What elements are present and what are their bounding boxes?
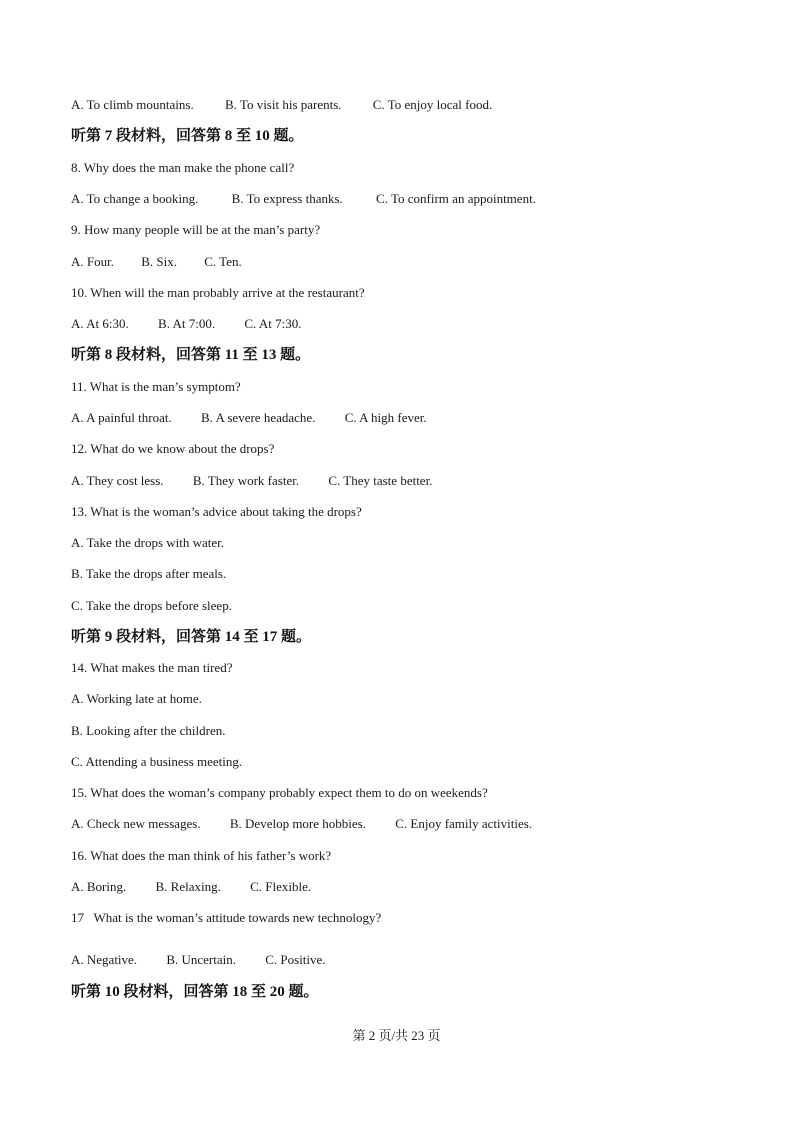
q9-options xyxy=(71,254,242,270)
page-number: 第 2 页/共 23 页 xyxy=(352,1028,441,1043)
q8-option-b: B. To express thanks. xyxy=(231,191,343,206)
q15-question: 15. What does the woman’s company probably expect them to do on weekends? xyxy=(71,785,488,800)
q13-option-c: C. Take the drops before sleep. xyxy=(71,598,232,613)
q14-option-b: B. Looking after the children. xyxy=(71,723,226,738)
q17-option-c: C. Positive. xyxy=(265,952,326,967)
q11-option-c: C. A high fever. xyxy=(344,410,427,425)
q10-question: 10. When will the man probably arrive at the restaurant? xyxy=(71,285,365,300)
q9-option-a: A. Four. xyxy=(71,254,114,269)
q14-option-a: A. Working late at home. xyxy=(71,691,202,706)
q10-option-a: A. At 6:30. xyxy=(71,316,129,331)
q15-options xyxy=(71,816,532,832)
q9-question: 9. How many people will be at the man’s party? xyxy=(71,222,321,237)
q7-option-b: B. To visit his parents. xyxy=(224,97,342,112)
section-8-heading: 听第 8 段材料，回答第 11 至 13 题。 xyxy=(71,347,311,363)
q16-options xyxy=(71,879,311,895)
q13-option-b: B. Take the drops after meals. xyxy=(71,566,227,581)
q7-option-a: A. To climb mountains. xyxy=(71,97,194,112)
q16-question: 16. What does the man think of his father’s work? xyxy=(71,848,332,863)
q17-option-b: B. Uncertain. xyxy=(166,952,236,967)
q15-option-c: C. Enjoy family activities. xyxy=(395,816,533,831)
q15-option-a: A. Check new messages. xyxy=(71,816,201,831)
q8-option-a: A. To change a booking. xyxy=(71,191,199,206)
q11-question: 11. What is the man’s symptom? xyxy=(71,379,241,394)
q9-option-c: C. Ten. xyxy=(204,254,242,269)
q12-options xyxy=(71,473,432,489)
q11-option-b: B. A severe headache. xyxy=(201,410,316,425)
q7-options xyxy=(71,97,492,113)
q12-question: 12. What do we know about the drops? xyxy=(71,441,275,456)
q17-option-a: A. Negative. xyxy=(71,952,138,967)
q12-option-c: C. They taste better. xyxy=(328,473,433,488)
q12-option-b: B. They work faster. xyxy=(192,473,300,488)
q14-option-c: C. Attending a business meeting. xyxy=(71,754,243,769)
q16-option-a: A. Boring. xyxy=(71,879,127,894)
q13-question: 13. What is the woman’s advice about taking the drops? xyxy=(71,504,362,519)
section-10-heading: 听第 10 段材料，回答第 18 至 20 题。 xyxy=(71,984,319,1000)
q13-option-a: A. Take the drops with water. xyxy=(71,535,225,550)
q8-question: 8. Why does the man make the phone call? xyxy=(71,160,295,175)
q7-option-c: C. To enjoy local food. xyxy=(372,97,493,112)
section-7-heading: 听第 7 段材料，回答第 8 至 10 题。 xyxy=(71,128,304,144)
section-9-heading: 听第 9 段材料，回答第 14 至 17 题。 xyxy=(71,629,312,645)
q9-option-b: B. Six. xyxy=(141,254,177,269)
q10-option-b: B. At 7:00. xyxy=(158,316,216,331)
q8-option-c: C. To confirm an appointment. xyxy=(376,191,536,206)
q12-option-a: A. They cost less. xyxy=(71,473,164,488)
q10-option-c: C. At 7:30. xyxy=(244,316,302,331)
q17-options xyxy=(71,952,326,968)
q15-option-b: B. Develop more hobbies. xyxy=(229,816,366,831)
q11-options xyxy=(71,410,427,426)
q14-question: 14. What makes the man tired? xyxy=(71,660,233,675)
q11-option-a: A. A painful throat. xyxy=(71,410,172,425)
q16-option-c: C. Flexible. xyxy=(250,879,312,894)
q17-question: 17 What is the woman’s attitude towards new technology? xyxy=(71,910,382,925)
q10-options xyxy=(71,316,301,332)
q16-option-b: B. Relaxing. xyxy=(155,879,221,894)
q8-options xyxy=(71,191,536,207)
